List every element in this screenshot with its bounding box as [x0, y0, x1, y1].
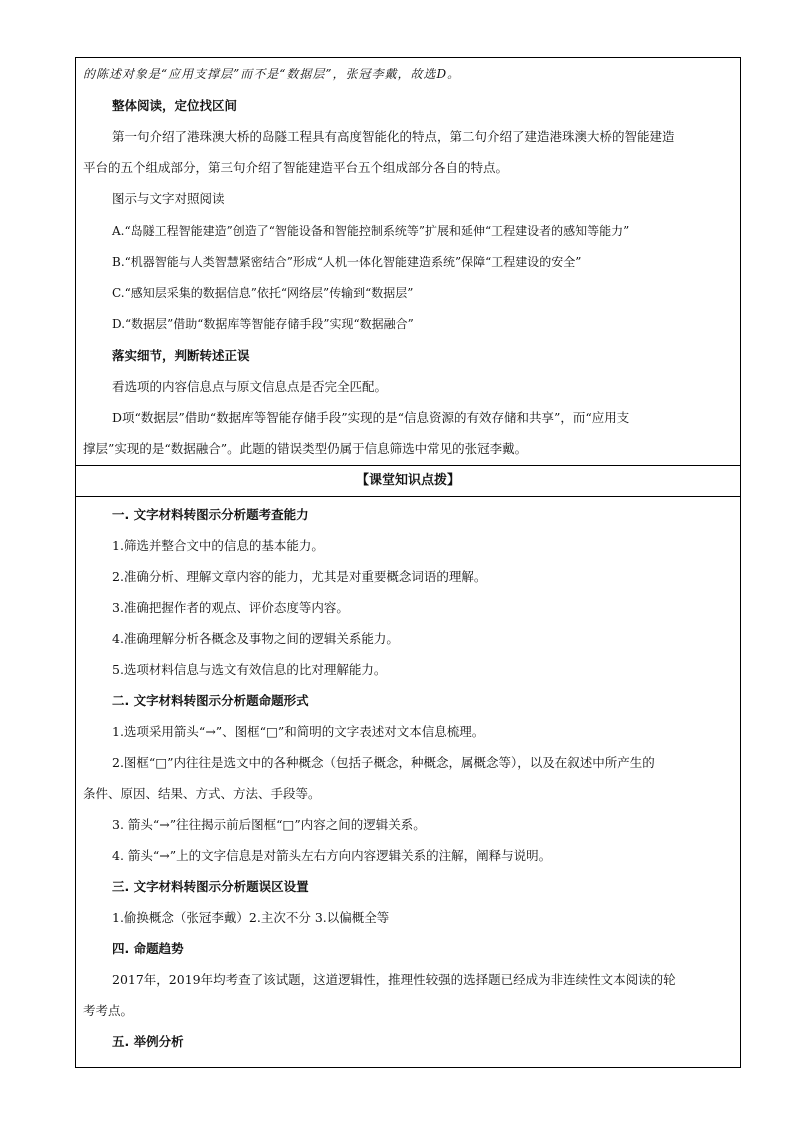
paragraph-text: 撑层”实现的是“数据融合”。此题的错误类型仍属于信息筛选中常见的张冠李戴。: [83, 441, 528, 456]
list-item: 3. 箭头“→”往往揭示前后图框“□”内容之间的逻辑关系。: [112, 817, 426, 832]
list-item: 3.准确把握作者的观点、评价态度等内容。: [112, 600, 349, 615]
heading-3: 三. 文字材料转图示分析题误区设置: [112, 879, 309, 894]
list-item: 1.偷换概念（张冠李戴）2.主次不分 3.以偏概全等: [112, 910, 390, 925]
paragraph-text: 第一句介绍了港珠澳大桥的岛隧工程具有高度智能化的特点，第二句介绍了建造港珠澳大桥的智能建造: [112, 129, 675, 144]
paragraph-text: 平台的五个组成部分，第三句介绍了智能建造平台五个组成部分各自的特点。: [83, 160, 509, 175]
option-c: C.“感知层采集的数据信息”依托“网络层”传输到“数据层”: [112, 286, 414, 300]
list-item: 4. 箭头“→”上的文字信息是对箭头左右方向内容逻辑关系的注解，阐释与说明。: [112, 848, 552, 863]
heading-2: 二. 文字材料转图示分析题命题形式: [112, 693, 309, 708]
list-item: 1.选项采用箭头“→”、图框“□”和简明的文字表述对文本信息梳理。: [112, 724, 485, 739]
option-b: B.“机器智能与人类智慧紧密结合”形成“人机一体化智能建造系统”保障“工程建设的安全”: [112, 255, 582, 269]
list-item: 4.准确理解分析各概念及事物之间的逻辑关系能力。: [112, 631, 399, 646]
heading-1: 一. 文字材料转图示分析题考查能力: [112, 507, 309, 522]
knowledge-cell: [76, 497, 740, 1067]
sub-heading: 图示与文字对照阅读: [112, 191, 225, 206]
heading-reading: 整体阅读，定位找区间: [112, 98, 238, 113]
paragraph-text: D项“数据层”借助“数据库等智能存储手段”实现的是“信息资源的有效存储和共享”，而“应用支: [112, 410, 630, 425]
paragraph-text: 看选项的内容信息点与原文信息点是否完全匹配。: [112, 379, 388, 394]
list-item-cont: 条件、原因、结果、方式、方法、手段等。: [83, 786, 321, 801]
list-item: 1.筛选并整合文中的信息的基本能力。: [112, 538, 324, 553]
section-header: 【课堂知识点拨】: [76, 465, 740, 497]
heading-4: 四. 命题趋势: [112, 941, 184, 956]
heading-5: 五. 举例分析: [112, 1034, 184, 1049]
option-a: A.“岛隧工程智能建造”创造了“智能设备和智能控制系统等”扩展和延伸“工程建设者的感知等能力”: [112, 224, 630, 238]
paragraph-text: 2017年，2019年均考查了该试题，这道逻辑性，推理性较强的选择题已经成为非连续性文本阅读的轮: [112, 972, 676, 987]
list-item: 2.准确分析、理解文章内容的能力，尤其是对重要概念词语的理解。: [112, 569, 487, 584]
paragraph-text: 考考点。: [83, 1003, 134, 1018]
option-d: D.“数据层”借助“数据库等智能存储手段”实现“数据融合”: [112, 317, 414, 331]
heading-details: 落实细节，判断转述正误: [112, 348, 250, 363]
intro-line: 的陈述对象是“应用支撑层”而不是“数据层”，张冠李戴，故选D。: [83, 67, 461, 81]
list-item: 2.图框“□”内往往是选文中的各种概念（包括子概念，种概念，属概念等），以及在叙述中所产生的: [112, 755, 655, 770]
analysis-cell: [76, 58, 740, 465]
list-item: 5.选项材料信息与选文有效信息的比对理解能力。: [112, 662, 387, 677]
content-table: [75, 57, 741, 1068]
